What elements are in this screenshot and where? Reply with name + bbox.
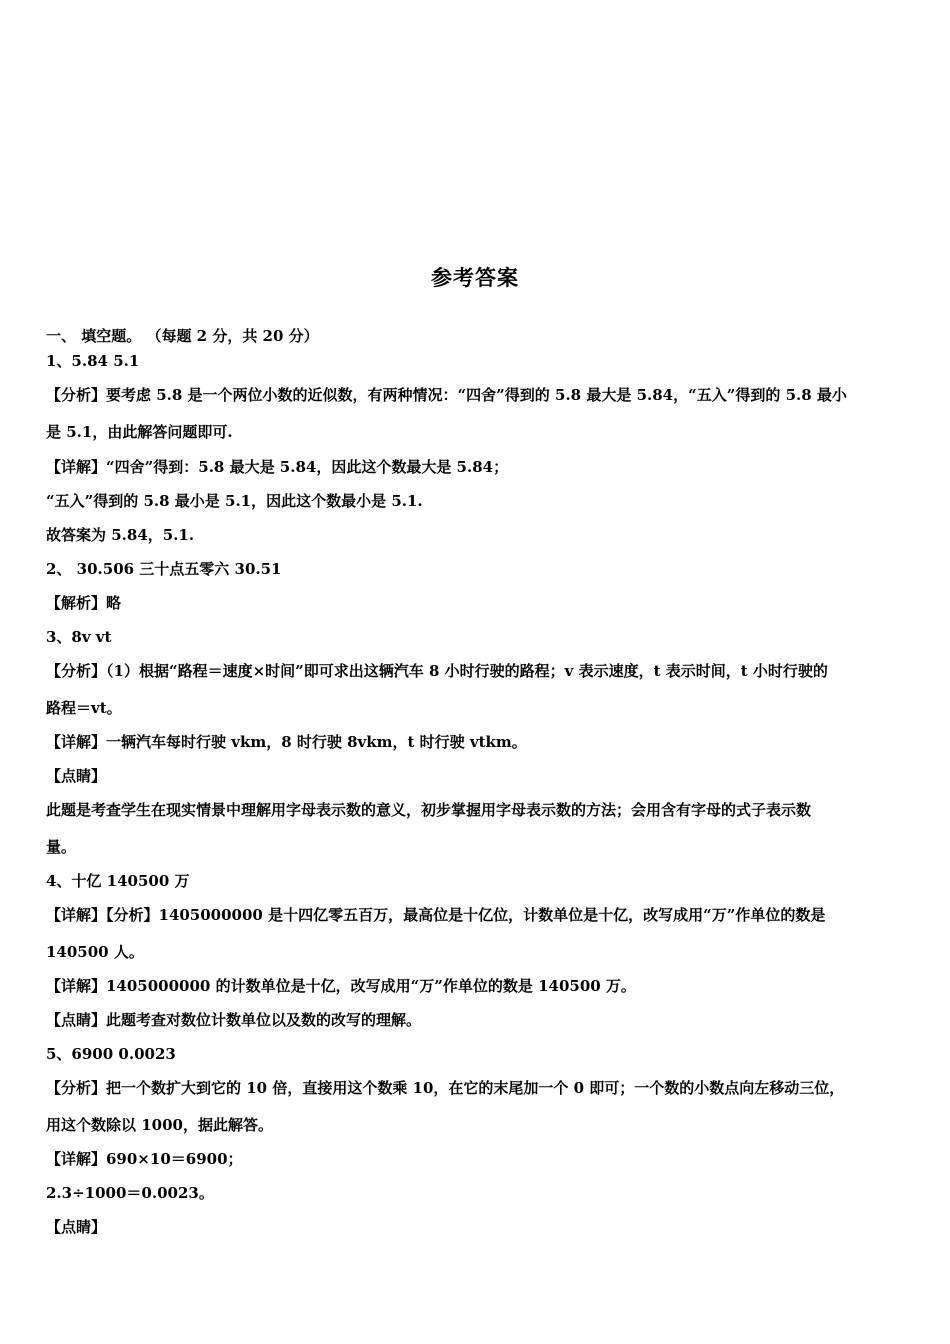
analysis-line: 【解析】略	[46, 594, 122, 612]
answer-line: 5、6900 0.0023	[46, 1045, 176, 1063]
comment-line: 量。	[46, 838, 77, 856]
analysis-line: 用这个数除以 1000，据此解答。	[46, 1116, 273, 1134]
analysis-line: 【分析】（1）根据“路程＝速度×时间”即可求出这辆汽车 8 小时行驶的路程；v 表示速度，t 表示时间，t 小时行驶的	[46, 662, 828, 680]
detail-line: 【详解】一辆汽车每时行驶 vkm，8 时行驶 8vkm，t 时行驶 vtkm。	[46, 733, 527, 751]
detail-line: 【详解】1405000000 的计数单位是十亿，改写成用“万”作单位的数是 140500 万。	[46, 977, 636, 995]
detail-line: 140500 人。	[46, 943, 144, 961]
analysis-line: 【分析】把一个数扩大到它的 10 倍，直接用这个数乘 10，在它的末尾加一个 0 即可；一个数的小数点向左移动三位，	[46, 1079, 845, 1097]
detail-line: 【详解】【分析】1405000000 是十四亿零五百万，最高位是十亿位，计数单位是十亿，改写成用“万”作单位的数是	[46, 906, 826, 924]
comment-line: 【点睛】	[46, 767, 107, 785]
detail-line: 2.3÷1000＝0.0023。	[46, 1184, 214, 1202]
comment-line: 【点睛】此题考查对数位计数单位以及数的改写的理解。	[46, 1011, 422, 1029]
analysis-line: 路程＝vt。	[46, 699, 122, 717]
answer-line: 3、8v vt	[46, 628, 112, 646]
detail-line: 故答案为 5.84，5.1.	[46, 526, 195, 544]
detail-line: 【详解】690×10＝6900；	[46, 1150, 243, 1168]
analysis-line: 是 5.1，由此解答问题即可.	[46, 423, 233, 441]
answer-line: 4、十亿 140500 万	[46, 872, 190, 890]
comment-line: 此题是考查学生在现实情景中理解用字母表示数的意义，初步掌握用字母表示数的方法；会用含有字母的式子表示数	[46, 801, 812, 819]
answer-line: 2、 30.506 三十点五零六 30.51	[46, 560, 282, 578]
page-title: 参考答案	[431, 265, 519, 290]
detail-line: “五入”得到的 5.8 最小是 5.1，因此这个数最小是 5.1.	[46, 492, 423, 510]
section-heading: 一、 填空题。 （每题 2 分，共 20 分）	[46, 327, 319, 345]
detail-line: 【详解】“四舍”得到：5.8 最大是 5.84，因此这个数最大是 5.84；	[46, 458, 509, 476]
comment-line: 【点睛】	[46, 1218, 107, 1236]
answer-line: 1、5.84 5.1	[46, 352, 140, 370]
analysis-line: 【分析】要考虑 5.8 是一个两位小数的近似数，有两种情况：“四舍”得到的 5.8 最大是 5.84，“五入”得到的 5.8 最小	[46, 386, 847, 404]
